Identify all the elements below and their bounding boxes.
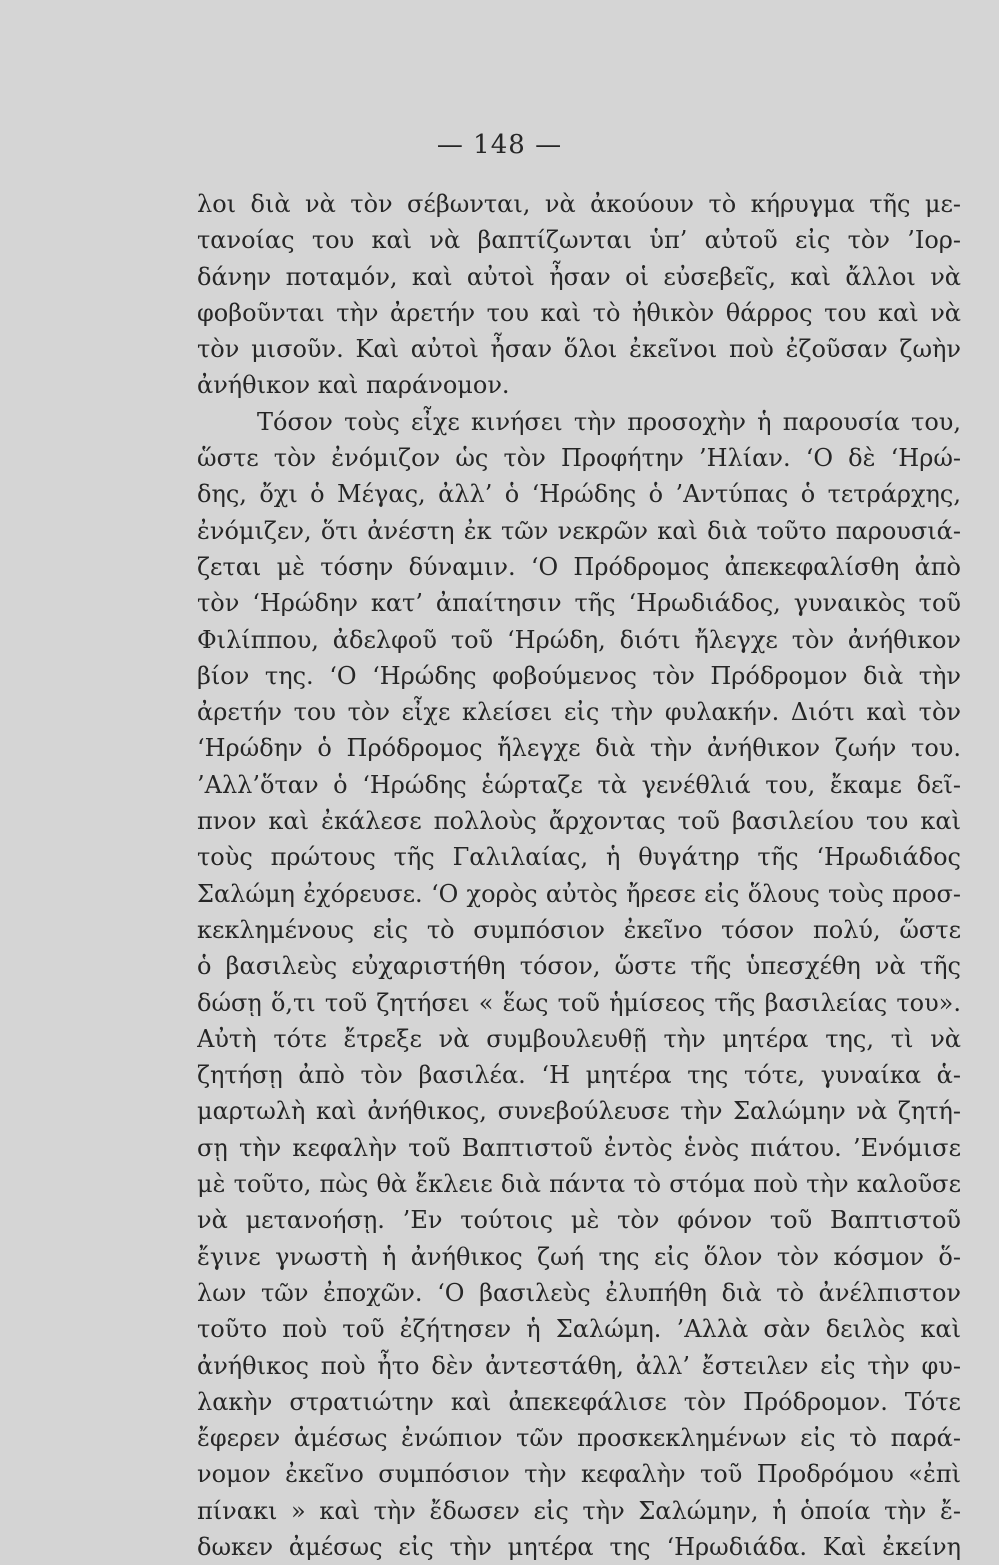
text-line: Φιλίππου, ἀδελφοῦ τοῦ ‘Ηρώδη, διότι ἤλεγχε τὸν ἀνήθικον — [197, 625, 961, 654]
text-line: δάνην ποταμόν, καὶ αὐτοὶ ἦσαν οἱ εὐσεβεῖς, καὶ ἄλλοι νὰ — [197, 262, 961, 291]
text-line: ἀρετήν του τὸν εἶχε κλείσει εἰς τὴν φυλακήν. Διότι καὶ τὸν — [197, 698, 961, 727]
text-line: ἀνήθικος ποὺ ἦτο δὲν ἀντεστάθη, ἀλλ’ ἔστειλεν εἰς τὴν φυ- — [197, 1351, 961, 1380]
text-line: πνον καὶ ἐκάλεσε πολλοὺς ἄρχοντας τοῦ βασιλείου του καὶ — [197, 807, 961, 836]
text-line: μαρτωλὴ καὶ ἀνήθικος, συνεβούλευσε τὴν Σαλώμην νὰ ζητή- — [197, 1097, 961, 1126]
page-number: — 148 — — [436, 130, 563, 160]
text-line: ἔγινε γνωστὴ ἡ ἀνήθικος ζωή της εἰς ὅλον τὸν κόσμον ὅ- — [197, 1242, 961, 1271]
text-line: τοῦτο ποὺ τοῦ ἐζήτησεν ἡ Σαλώμη. ’Αλλὰ σὰν δειλὸς καὶ — [197, 1315, 961, 1344]
text-line: τὸν ‘Ηρώδην κατ’ ἀπαίτησιν τῆς ‘Ηρωδιάδος, γυναικὸς τοῦ — [197, 589, 961, 618]
text-line: μὲ τοῦτο, πὼς θὰ ἔκλειε διὰ πάντα τὸ στόμα ποὺ τὴν καλοῦσε — [197, 1170, 961, 1199]
text-line: τοὺς πρώτους τῆς Γαλιλαίας, ἡ θυγάτηρ τῆς ‘Ηρωδιάδος — [197, 843, 961, 872]
text-line: βίον της. ‘Ο ‘Ηρώδης φοβούμενος τὸν Πρόδρομον διὰ τὴν — [197, 661, 961, 690]
text-line: φοβοῦνται τὴν ἀρετήν του καὶ τὸ ἠθικὸν θάρρος του καὶ νὰ — [197, 298, 961, 327]
text-line: σῃ τὴν κεφαλὴν τοῦ Βαπτιστοῦ ἐντὸς ἑνὸς πιάτου. ’Ενόμισε — [197, 1133, 961, 1162]
text-line: ἔφερεν ἀμέσως ἐνώπιον τῶν προσκεκλημένων εἰς τὸ παρά- — [197, 1424, 961, 1453]
text-line: ἐνόμιζεν, ὅτι ἀνέστη ἐκ τῶν νεκρῶν καὶ διὰ τοῦτο παρουσιά- — [197, 516, 961, 545]
text-line: ‘Ηρώδην ὁ Πρόδρομος ἤλεγχε διὰ τὴν ἀνήθικον ζωήν του. — [197, 734, 961, 763]
text-line: λοι διὰ νὰ τὸν σέβωνται, νὰ ἀκούουν τὸ κήρυγμα τῆς με- — [197, 190, 961, 218]
text-line: ζεται μὲ τόσην δύναμιν. ‘Ο Πρόδρομος ἀπεκεφαλίσθη ἀπὸ — [197, 552, 961, 581]
text-line: πίνακι » καὶ τὴν ἔδωσεν εἰς τὴν Σαλώμην, ἡ ὁποία τὴν ἔ- — [197, 1496, 961, 1525]
text-line: κεκλημένους εἰς τὸ συμπόσιον ἐκεῖνο τόσον πολύ, ὥστε — [197, 915, 961, 944]
text-line: λων τῶν ἐποχῶν. ‘Ο βασιλεὺς ἐλυπήθη διὰ τὸ ἀνέλπιστον — [197, 1278, 961, 1307]
text-line: Αὐτὴ τότε ἔτρεξε νὰ συμβουλευθῇ τὴν μητέρα της, τὶ νὰ — [197, 1024, 961, 1053]
body-text — [197, 186, 961, 1565]
text-line: Σαλώμη ἐχόρευσε. ‘Ο χορὸς αὐτὸς ἤρεσε εἰς ὅλους τοὺς προσ- — [197, 879, 961, 908]
text-line: ὁ βασιλεὺς εὐχαριστήθη τόσον, ὥστε τῆς ὑπεσχέθη νὰ τῆς — [197, 952, 961, 981]
text-line: ἀνήθικον καὶ παράνομον. — [197, 371, 510, 400]
text-line: δης, ὄχι ὁ Μέγας, ἀλλ’ ὁ ‘Ηρώδης ὁ ’Αντύπας ὁ τετράρχης, — [197, 480, 961, 509]
text-line: δώσῃ ὅ,τι τοῦ ζητήσει « ἕως τοῦ ἡμίσεος τῆς βασιλείας του». — [197, 988, 961, 1017]
text-line: τὸν μισοῦν. Καὶ αὐτοὶ ἦσαν ὅλοι ἐκεῖνοι ποὺ ἐζοῦσαν ζωὴν — [197, 335, 961, 364]
text-line: νομον ἐκεῖνο συμπόσιον τὴν κεφαλὴν τοῦ Προδρόμου «ἐπὶ — [197, 1460, 961, 1489]
text-line: Τόσον τοὺς εἶχε κινήσει τὴν προσοχὴν ἡ παρουσία του, — [257, 407, 961, 436]
text-line: τανοίας του καὶ νὰ βαπτίζωνται ὑπ’ αὐτοῦ εἰς τὸν ’Ιορ- — [197, 226, 961, 255]
text-line: ’Αλλ’ὅταν ὁ ‘Ηρώδης ἑώρταζε τὰ γενέθλιά του, ἔκαμε δεῖ- — [197, 770, 961, 799]
text-line: λακὴν στρατιώτην καὶ ἀπεκεφάλισε τὸν Πρόδρομον. Τότε — [197, 1387, 961, 1416]
text-line: δωκεν ἀμέσως εἰς τὴν μητέρα της ‘Ηρωδιάδα. Καὶ ἐκείνη — [197, 1532, 961, 1561]
text-line: ζητήσῃ ἀπὸ τὸν βασιλέα. ‘Η μητέρα της τότε, γυναίκα ἁ- — [197, 1061, 961, 1090]
text-line: ὥστε τὸν ἐνόμιζον ὡς τὸν Προφήτην ’Ηλίαν. ‘Ο δὲ ‘Ηρώ- — [197, 444, 961, 473]
text-line: νὰ μετανοήσῃ. ’Εν τούτοις μὲ τὸν φόνον τοῦ Βαπτιστοῦ — [197, 1206, 961, 1235]
